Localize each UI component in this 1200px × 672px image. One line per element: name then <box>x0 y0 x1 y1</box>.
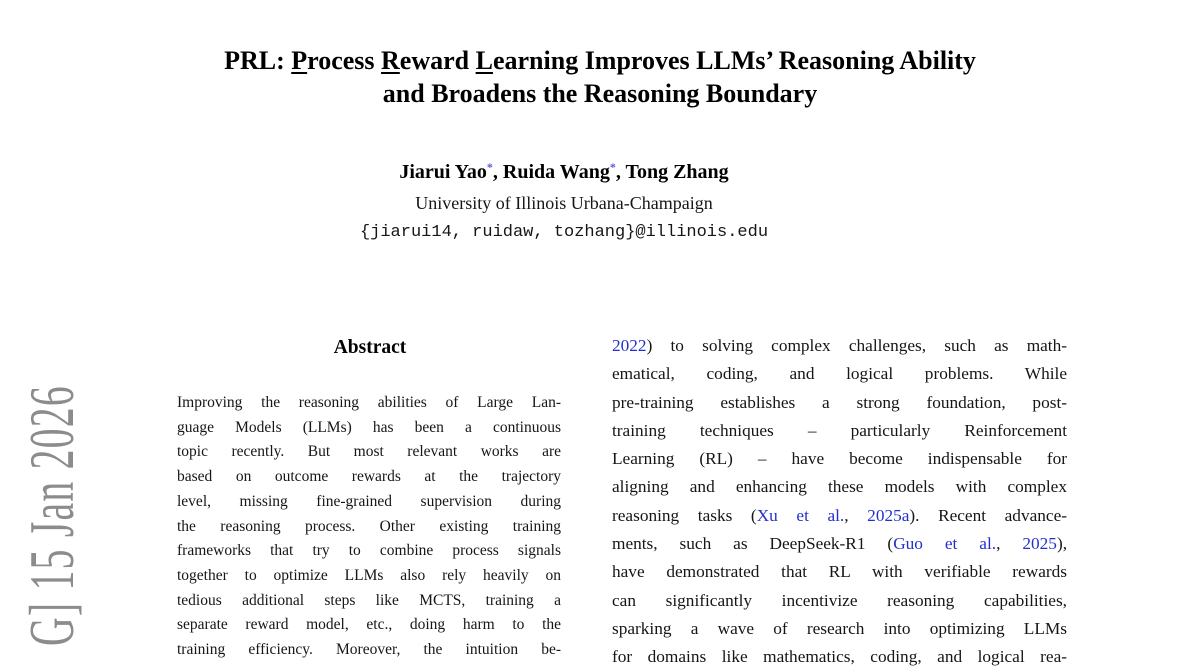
text-segment: ) to solving complex challenges, such as math- <box>646 336 1067 355</box>
email-line: {jiarui14, ruidaw, tozhang}@illinois.edu <box>359 223 769 242</box>
affiliation: University of Illinois Urbana-Champaign <box>415 193 713 213</box>
author-name: Ruida Wang <box>502 161 610 183</box>
author-names <box>164 158 964 189</box>
paper-title-line-1 <box>0 44 1200 77</box>
text-line <box>612 587 1067 615</box>
text-segment: ), <box>1056 534 1068 554</box>
text-segment: frameworks that try to combine process signals <box>177 542 561 560</box>
citation-link[interactable]: 2025 <box>1022 534 1057 554</box>
text-segment: ments, such as DeepSeek-R1 ( <box>612 534 894 554</box>
arxiv-date-watermark: G] 15 Jan 2026 <box>16 385 87 646</box>
text-line <box>177 589 561 614</box>
abstract-heading: Abstract <box>333 337 407 358</box>
text-segment: together to optimize LLMs also rely heavily on <box>177 566 561 584</box>
text-line <box>177 564 561 589</box>
paper-title-line-2: and Broadens the Reasoning Boundary <box>382 79 818 108</box>
text-segment: separate reward model, etc., doing harm to the <box>177 616 561 634</box>
text-line <box>612 473 1067 501</box>
text-segment: Learning (RL) – have become indispensable for <box>612 449 1067 469</box>
text-line <box>612 417 1067 445</box>
text-segment: Improving the reasoning abilities of Large Lan- <box>177 394 561 411</box>
author-separator: , <box>615 161 626 183</box>
text-line <box>612 360 1067 388</box>
text-line <box>612 332 1067 360</box>
text-segment: topic recently. But most relevant works are <box>177 443 561 461</box>
text-segment: ). Recent advance- <box>909 505 1067 525</box>
text-segment: , <box>996 534 1023 554</box>
text-line <box>612 389 1067 417</box>
title-underlined-letter: P <box>291 46 308 75</box>
introduction-text <box>612 332 1067 672</box>
text-segment: level, missing fine-grained supervision during <box>177 492 561 510</box>
title-text: eward <box>399 46 476 75</box>
text-line <box>612 615 1067 643</box>
text-line <box>612 502 1067 530</box>
citation-link[interactable]: 2022 <box>612 336 647 355</box>
abstract-text <box>177 391 561 663</box>
text-segment: ematical, coding, and logical problems. While <box>612 364 1067 384</box>
text-segment: sparking a wave of research into optimizing LLMs <box>612 618 1067 638</box>
text-segment: can significantly incentivize reasoning capabilities, <box>612 590 1067 610</box>
footnote-star: * <box>486 160 493 174</box>
text-segment: based on outcome rewards at the trajectory <box>177 468 561 486</box>
text-segment: the reasoning process. Other existing training <box>177 517 561 535</box>
text-line <box>612 558 1067 586</box>
author-name: Jiarui Yao <box>399 161 487 183</box>
text-line <box>177 490 561 515</box>
text-line <box>177 515 561 540</box>
text-segment: training techniques – particularly Reinforcement <box>612 420 1067 440</box>
text-segment: for domains like mathematics, coding, and logical rea- <box>612 647 1067 667</box>
text-line <box>177 416 561 441</box>
paper-title <box>0 44 1200 110</box>
title-text: PRL: <box>224 46 292 75</box>
text-segment: tedious additional steps like MCTS, training a <box>177 591 561 609</box>
citation-link[interactable]: Guo et al. <box>893 534 997 554</box>
author-name: Tong Zhang <box>625 161 729 183</box>
text-line <box>177 465 561 490</box>
text-line <box>612 445 1067 473</box>
text-line <box>177 613 561 638</box>
title-text: earning Improves LLMs’ Reasoning Ability <box>492 46 976 75</box>
text-line <box>177 391 561 416</box>
author-block <box>164 158 964 247</box>
text-segment: reasoning tasks ( <box>612 505 757 525</box>
text-line <box>612 530 1067 558</box>
title-text: rocess <box>307 46 382 75</box>
text-segment: have demonstrated that RL with verifiable rewards <box>612 562 1067 582</box>
text-line <box>177 440 561 465</box>
text-segment: aligning and enhancing these models with complex <box>612 477 1067 497</box>
author-separator: , <box>492 161 503 183</box>
footnote-star: * <box>609 160 616 174</box>
text-segment: guage Models (LLMs) has been a continuous <box>177 418 561 436</box>
text-line <box>177 638 561 663</box>
text-segment: , <box>844 505 868 525</box>
citation-link[interactable]: 2025a <box>867 505 910 525</box>
title-underlined-letter: R <box>381 46 400 75</box>
text-line <box>177 539 561 564</box>
citation-link[interactable]: Xu et al. <box>756 505 845 525</box>
text-segment: pre-training establishes a strong foundation, post- <box>612 392 1067 412</box>
text-segment: training efficiency. Moreover, the intuition be- <box>177 641 561 659</box>
title-underlined-letter: L <box>475 46 493 75</box>
